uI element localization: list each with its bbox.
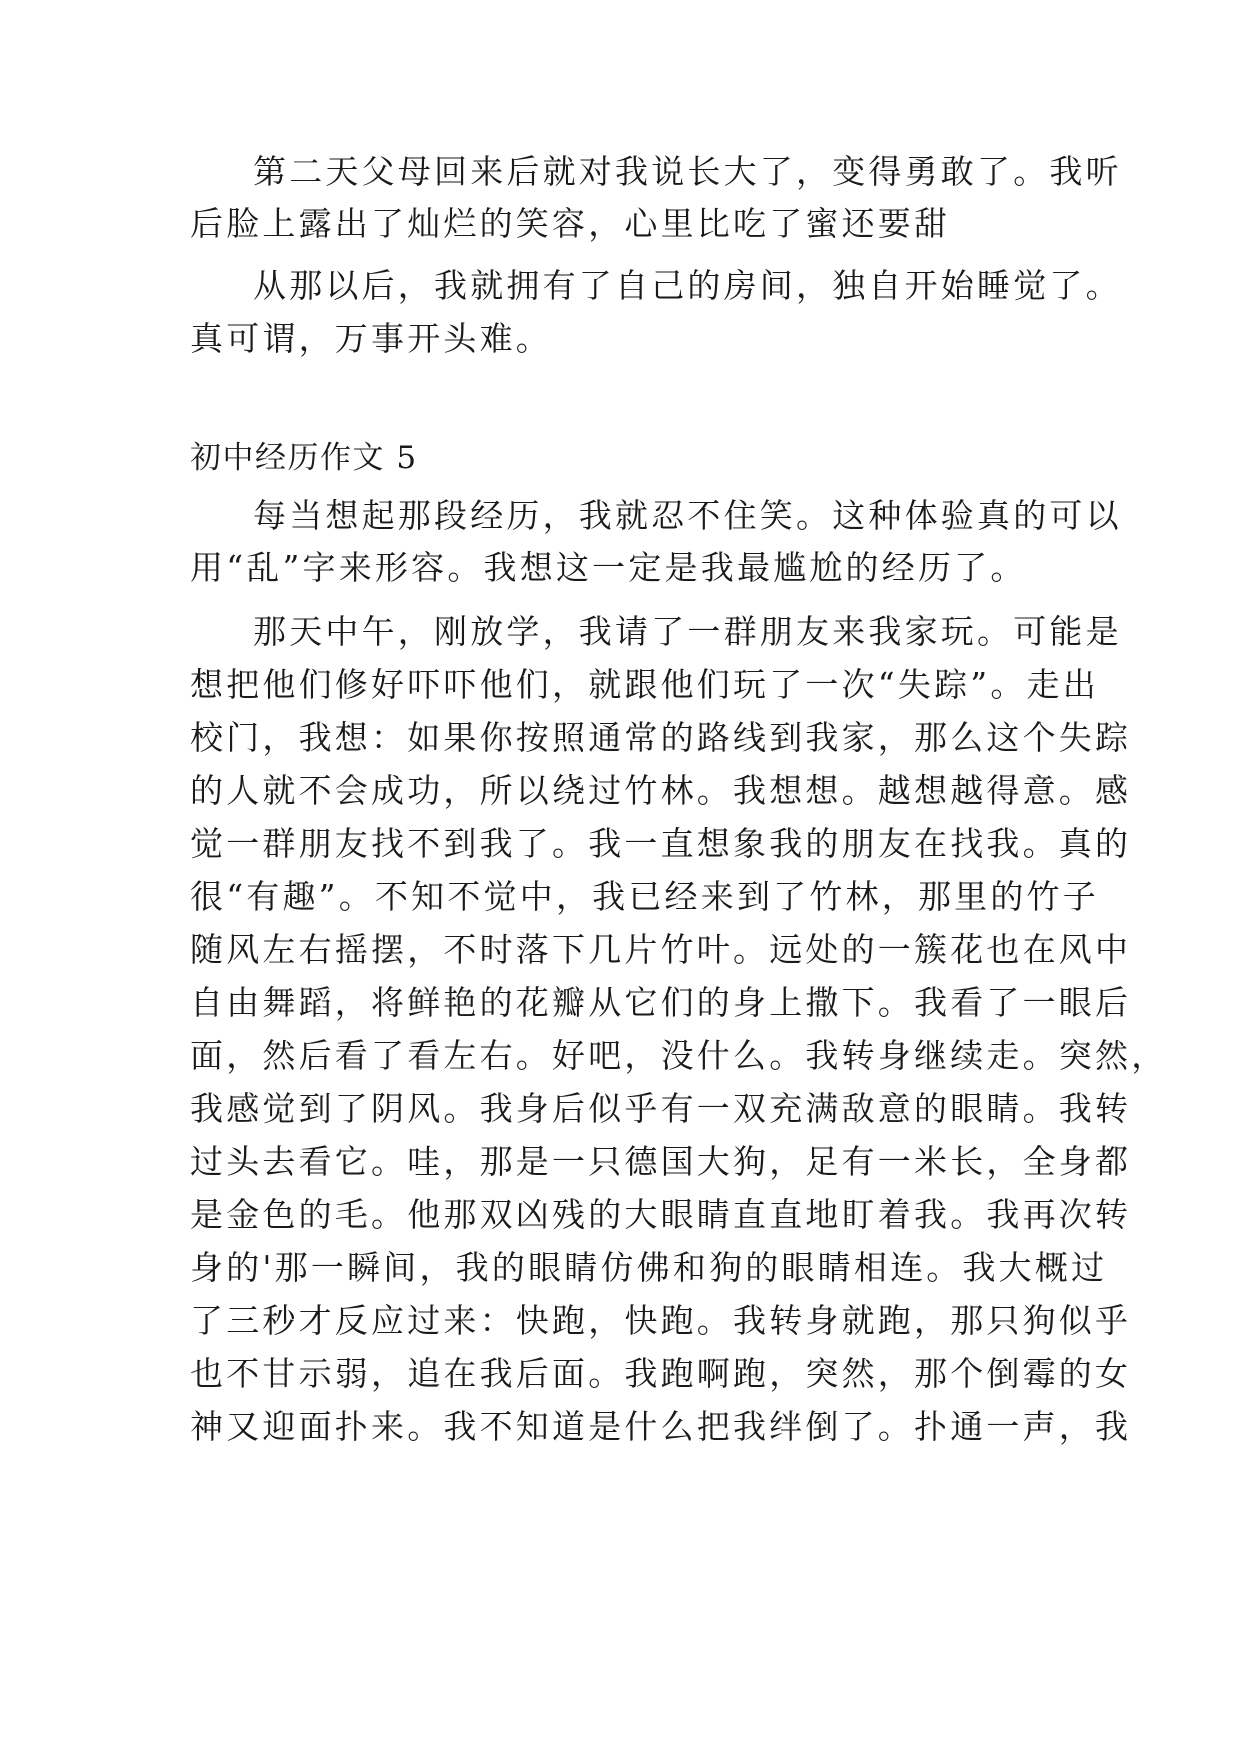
paragraph-1-line-2: 后脸上露出了灿烂的笑容，心里比吃了蜜还要甜: [190, 204, 951, 243]
paragraph-4-line-3: 校门，我想：如果你按照通常的路线到我家，那么这个失踪: [190, 718, 1132, 757]
paragraph-4-line-6: 很“有趣”。不知不觉中，我已经来到了竹林，那里的竹子: [190, 877, 1099, 916]
paragraph-3-line-2: 用“乱”字来形容。我想这一定是我最尴尬的经历了。: [190, 548, 1027, 587]
paragraph-4-line-8: 自由舞蹈，将鲜艳的花瓣从它们的身上撒下。我看了一眼后: [190, 983, 1132, 1022]
paragraph-4-line-9: 面，然后看了看左右。好吧，没什么。我转身继续走。突然，: [190, 1036, 1168, 1075]
paragraph-3-line-1: 每当想起那段经历，我就忍不住笑。这种体验真的可以: [253, 496, 1122, 535]
paragraph-4-line-15: 也不甘示弱，追在我后面。我跑啊跑，突然，那个倒霉的女: [190, 1354, 1132, 1393]
paragraph-4-line-16: 神又迎面扑来。我不知道是什么把我绊倒了。扑通一声，我: [190, 1407, 1132, 1446]
paragraph-4-line-1: 那天中午，刚放学，我请了一群朋友来我家玩。可能是: [253, 612, 1122, 651]
paragraph-4-line-13: 身的'那一瞬间，我的眼睛仿佛和狗的眼睛相连。我大概过: [190, 1248, 1108, 1287]
paragraph-4-line-4: 的人就不会成功，所以绕过竹林。我想想。越想越得意。感: [190, 771, 1132, 810]
paragraph-4-line-5: 觉一群朋友找不到我了。我一直想象我的朋友在找我。真的: [190, 824, 1132, 863]
paragraph-2-line-2: 真可谓，万事开头难。: [190, 319, 552, 358]
paragraph-4-line-7: 随风左右摇摆，不时落下几片竹叶。远处的一簇花也在风中: [190, 930, 1132, 969]
paragraph-4-line-2: 想把他们修好吓吓他们，就跟他们玩了一次“失踪”。走出: [190, 665, 1099, 704]
section-title: 初中经历作文 5: [190, 440, 418, 476]
paragraph-4-line-11: 过头去看它。哇，那是一只德国大狗，足有一米长，全身都: [190, 1142, 1132, 1181]
paragraph-4-line-14: 了三秒才反应过来：快跑，快跑。我转身就跑，那只狗似乎: [190, 1301, 1132, 1340]
paragraph-1-line-1: 第二天父母回来后就对我说长大了，变得勇敢了。我听: [253, 152, 1122, 191]
paragraph-2-line-1: 从那以后，我就拥有了自己的房间，独自开始睡觉了。: [253, 266, 1122, 305]
paragraph-4-line-10: 我感觉到了阴风。我身后似乎有一双充满敌意的眼睛。我转: [190, 1089, 1132, 1128]
paragraph-4-line-12: 是金色的毛。他那双凶残的大眼睛直直地盯着我。我再次转: [190, 1195, 1132, 1234]
